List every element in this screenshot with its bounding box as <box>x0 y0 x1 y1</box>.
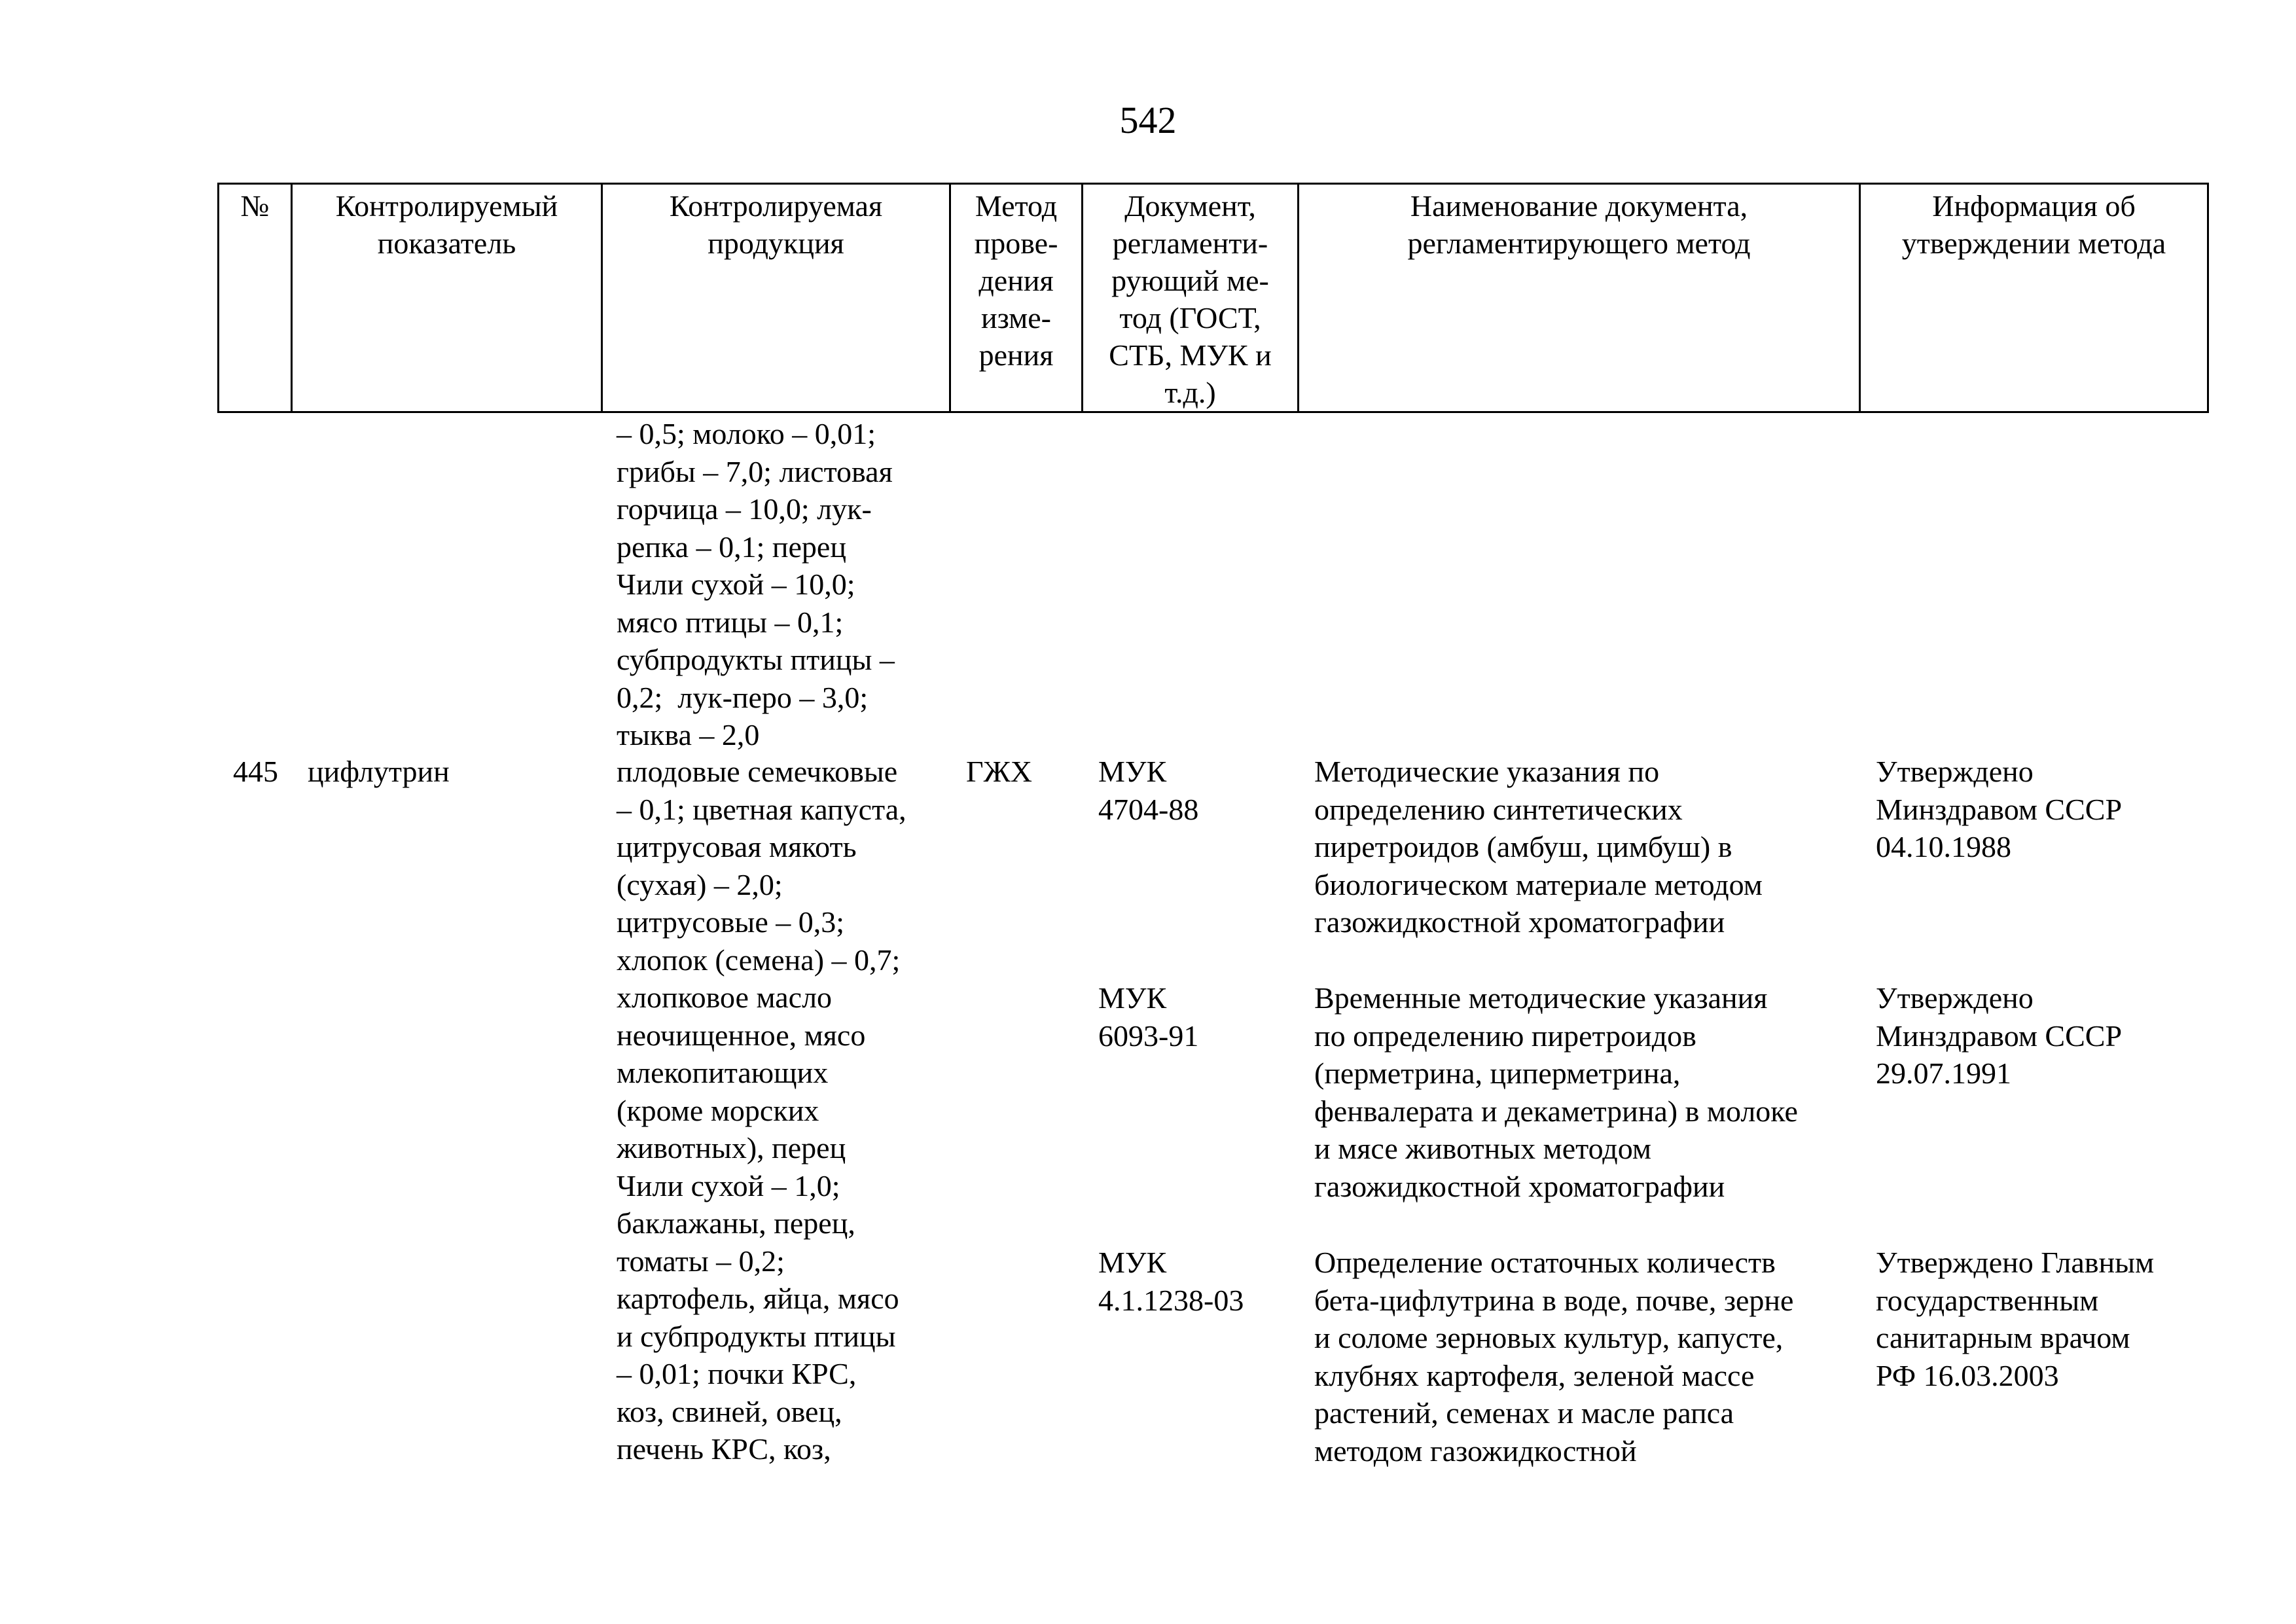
document-name-2: Временные методические указания по определению пиретроидов (перметрина, циперметрина, фенвалерата и декаметрина) в молоке и мясе животных методом газожидкостной хроматографии <box>1314 981 1798 1203</box>
row-number: 445 <box>233 755 278 788</box>
document-name-3: Определение остаточных количеств бета-цифлутрина в воде, почве, зерне и соломе зерновых культур, капусте, клубнях картофеля, зеленой массе растений, семенах и масле рапса методом газожидкостной <box>1314 1246 1794 1468</box>
document-name-1: Методические указания по определению синтетических пиретроидов (амбуш, цимбуш) в биологическом материале методом газожидкостной хроматографии <box>1314 755 1763 939</box>
page-number: 542 <box>1119 99 1177 141</box>
header-cell-document: Документ, регламенти- рующий ме- тод (ГОСТ, СТБ, МУК и т.д.) <box>1083 184 1299 412</box>
header-row <box>219 184 2208 412</box>
header-cell-number: № <box>219 184 292 412</box>
row-product: плодовые семечковые – 0,1; цветная капуста, цитрусовая мякоть (сухая) – 2,0; цитрусовые – 0,3; хлопок (семена) – 0,7; хлопковое масло неочищенное, мясо млекопитающих (кроме морских животных), перец Чили сухой – 1,0; баклажаны, перец, томаты – 0,2; картофель, яйца, мясо и субпродукты птицы – 0,01; почки КРС, коз, свиней, овец, печень КРС, коз, <box>617 755 906 1466</box>
document-code-1: МУК 4704-88 <box>1098 755 1199 826</box>
row-method: ГЖХ <box>966 755 1033 788</box>
header-cell-method: Метод прове- дения изме- рения <box>950 184 1083 412</box>
table-header <box>217 183 2209 413</box>
continued-product-text: – 0,5; молоко – 0,01; грибы – 7,0; листовая горчица – 10,0; лук- репка – 0,1; перец Чили сухой – 10,0; мясо птицы – 0,1; субпродукты птицы – 0,2; лук-перо – 3,0; тыква – 2,0 <box>617 417 895 751</box>
approval-info-3: Утверждено Главным государственным санитарным врачом РФ 16.03.2003 <box>1876 1246 2155 1392</box>
approval-info-2: Утверждено Минздравом СССР 29.07.1991 <box>1876 981 2123 1090</box>
row-indicator: цифлутрин <box>308 755 450 788</box>
document-code-3: МУК 4.1.1238-03 <box>1098 1246 1244 1317</box>
document-code-2: МУК 6093-91 <box>1098 981 1199 1053</box>
header-cell-document-name: Наименование документа, регламентирующего метод <box>1299 184 1860 412</box>
header-cell-product: Контролируемая продукция <box>602 184 950 412</box>
header-cell-indicator: Контролируемый показатель <box>292 184 602 412</box>
header-cell-approval-info: Информация об утверждении метода <box>1860 184 2208 412</box>
approval-info-1: Утверждено Минздравом СССР 04.10.1988 <box>1876 755 2123 863</box>
